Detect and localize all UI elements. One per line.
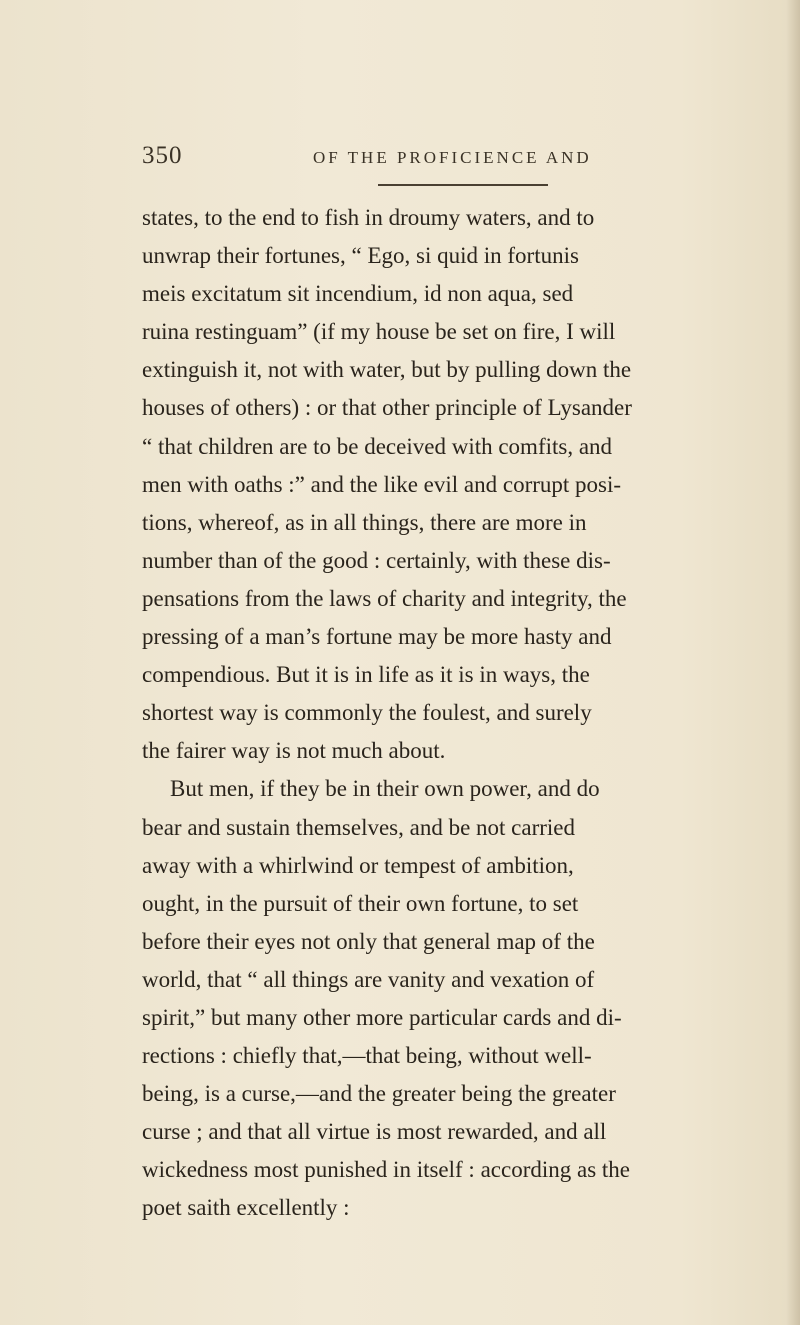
text-line: pensations from the laws of charity and integrity, the xyxy=(142,585,627,611)
text-line: shortest way is commonly the foulest, and surely xyxy=(142,700,592,726)
text-line: tions, whereof, as in all things, there are more in xyxy=(142,509,587,535)
text-line: But men, if they be in their own power, and do xyxy=(170,776,600,802)
text-line: bear and sustain themselves, and be not carried xyxy=(142,814,576,840)
text-line: spirit,” but many other more particular cards and di- xyxy=(142,1004,622,1030)
text-line: being, is a curse,—and the greater being the greater xyxy=(142,1081,616,1107)
running-head xyxy=(142,142,662,176)
text-line: meis excitatum sit incendium, id non aqua, sed xyxy=(142,281,574,307)
text-line: states, to the end to fish in droumy waters, and to xyxy=(142,205,595,230)
text-line: houses of others) : or that other principle of Lysander xyxy=(142,395,632,421)
text-line: pressing of a man’s fortune may be more hasty and xyxy=(142,624,612,650)
text-line: rections : chiefly that,—that being, without well- xyxy=(142,1043,592,1069)
body-text xyxy=(142,199,798,1228)
text-line: curse ; and that all virtue is most rewarded, and all xyxy=(142,1119,607,1145)
text-line: wickedness most punished in itself : according as the xyxy=(142,1157,631,1183)
text-line: away with a whirlwind or tempest of ambition, xyxy=(142,852,574,878)
text-line: number than of the good : certainly, with these dis- xyxy=(142,547,611,573)
text-line: ruina restinguam” (if my house be set on fire, I will xyxy=(142,319,616,345)
text-line: poet saith excellently : xyxy=(142,1195,350,1221)
text-line: unwrap their fortunes, “ Ego, si quid in fortunis xyxy=(142,243,579,269)
text-line: “ that children are to be deceived with comfits, and xyxy=(142,433,613,459)
text-line: ought, in the pursuit of their own fortune, to set xyxy=(142,890,579,916)
running-head-title: OF THE PROFICIENCE AND xyxy=(313,148,592,167)
text-line: before their eyes not only that general map of the xyxy=(142,928,595,954)
page-number: 350 xyxy=(142,142,183,169)
text-line: the fairer way is not much about. xyxy=(142,738,446,764)
text-line: men with oaths :” and the like evil and corrupt posi- xyxy=(142,471,622,497)
text-line: extinguish it, not with water, but by pulling down the xyxy=(142,357,632,383)
header-rule xyxy=(378,184,548,186)
text-line: compendious. But it is in life as it is in ways, the xyxy=(142,662,590,688)
text-line: world, that “ all things are vanity and vexation of xyxy=(142,966,595,992)
